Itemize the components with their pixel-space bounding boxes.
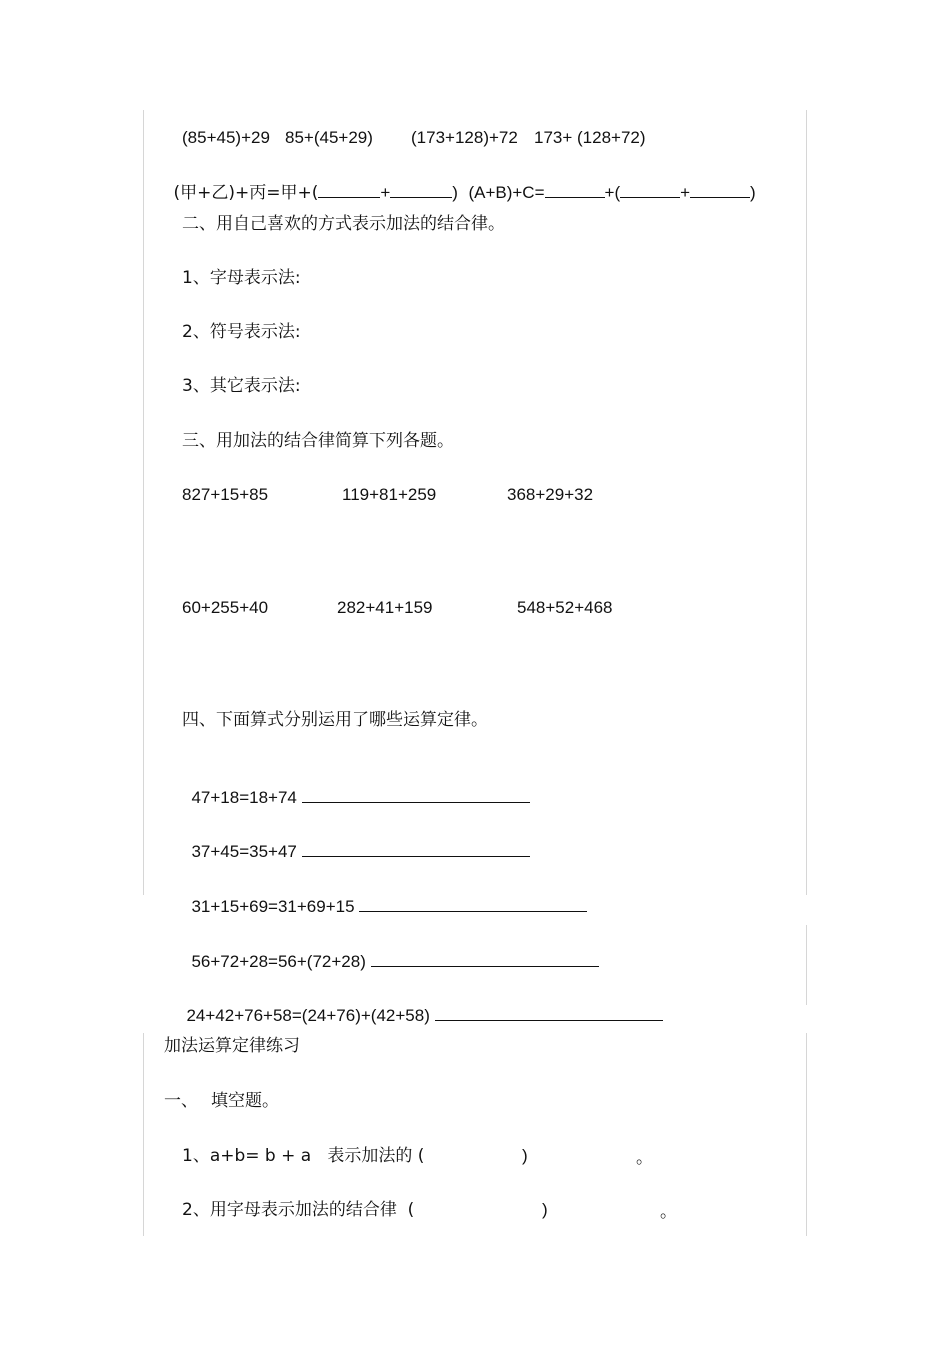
question-2-end: 。: [660, 1202, 677, 1222]
problem-3: 368+29+32: [507, 485, 594, 504]
section2-heading: 二、用自己喜欢的方式表示加法的结合律。: [182, 214, 505, 234]
problem-5: 282+41+159: [337, 598, 433, 617]
symbol-method: 2、符号表示法:: [182, 322, 301, 342]
close-paren-2: ): [750, 183, 756, 202]
page2-section1-number: 一、: [164, 1091, 198, 1111]
answer-blank-2[interactable]: [302, 840, 530, 857]
blank-5[interactable]: [690, 181, 750, 198]
page2-right-border: [806, 1033, 807, 1236]
question-1-end: 。: [636, 1148, 653, 1168]
problem-1: 827+15+85: [182, 485, 269, 504]
blank-3[interactable]: [545, 181, 605, 198]
law-item-5: 24+42+76+58=(24+76)+(42+58): [177, 982, 663, 1027]
section3-heading: 三、用加法的结合律简算下列各题。: [182, 431, 454, 451]
question-2-close: ): [542, 1200, 548, 1219]
answer-blank-5[interactable]: [435, 1004, 663, 1021]
page-left-border: [143, 110, 144, 895]
blank-4[interactable]: [620, 181, 680, 198]
page2-left-border: [143, 1033, 144, 1236]
question-2: 2、用字母表示加法的结合律 (: [182, 1200, 415, 1220]
equation-85-a: (85+45)+29: [182, 128, 270, 147]
section4-heading: 四、下面算式分别运用了哪些运算定律。: [182, 710, 488, 730]
question-1-close: ): [522, 1146, 528, 1165]
answer-blank-1[interactable]: [302, 786, 530, 803]
equation-173-a: (173+128)+72: [411, 128, 518, 147]
plus-sign: +: [380, 183, 391, 202]
other-method: 3、其它表示法:: [182, 376, 301, 396]
blank-1[interactable]: [318, 181, 380, 198]
answer-blank-3[interactable]: [359, 895, 587, 912]
associative-law-letters: [459, 159, 756, 204]
equation-85-b: 85+(45+29): [285, 128, 373, 147]
page-right-border: [806, 110, 807, 895]
abc-prefix: (A+B)+C=: [468, 183, 545, 202]
plus-sign-2: +: [680, 183, 691, 202]
blank-2[interactable]: [390, 181, 452, 198]
close-paren: ): [452, 183, 458, 202]
problem-4: 60+255+40: [182, 598, 269, 617]
associative-law-chinese: [164, 159, 458, 204]
equation-173-b: 173+ (128+72): [534, 128, 646, 147]
page2-section1-text: 填空题。: [211, 1091, 279, 1111]
page2-title: 加法运算定律练习: [164, 1036, 300, 1056]
problem-2: 119+81+259: [342, 485, 437, 504]
law-item-4: 56+72+28=56+(72+28): [182, 928, 599, 973]
law-item-3: 31+15+69=31+69+15: [182, 873, 587, 918]
page-right-border-lower: [806, 925, 807, 1005]
question-1: 1、a+b= b + a 表示加法的 (: [182, 1146, 425, 1166]
plus-open-paren: +(: [604, 183, 621, 202]
answer-blank-4[interactable]: [371, 950, 599, 967]
problem-6: 548+52+468: [517, 598, 613, 617]
letter-method: 1、字母表示法:: [182, 268, 301, 288]
law-item-1: 47+18=18+74: [182, 764, 530, 809]
associative-law-prefix: (甲+乙)+丙=甲+(: [173, 183, 319, 203]
law-item-2: 37+45=35+47: [182, 818, 530, 863]
